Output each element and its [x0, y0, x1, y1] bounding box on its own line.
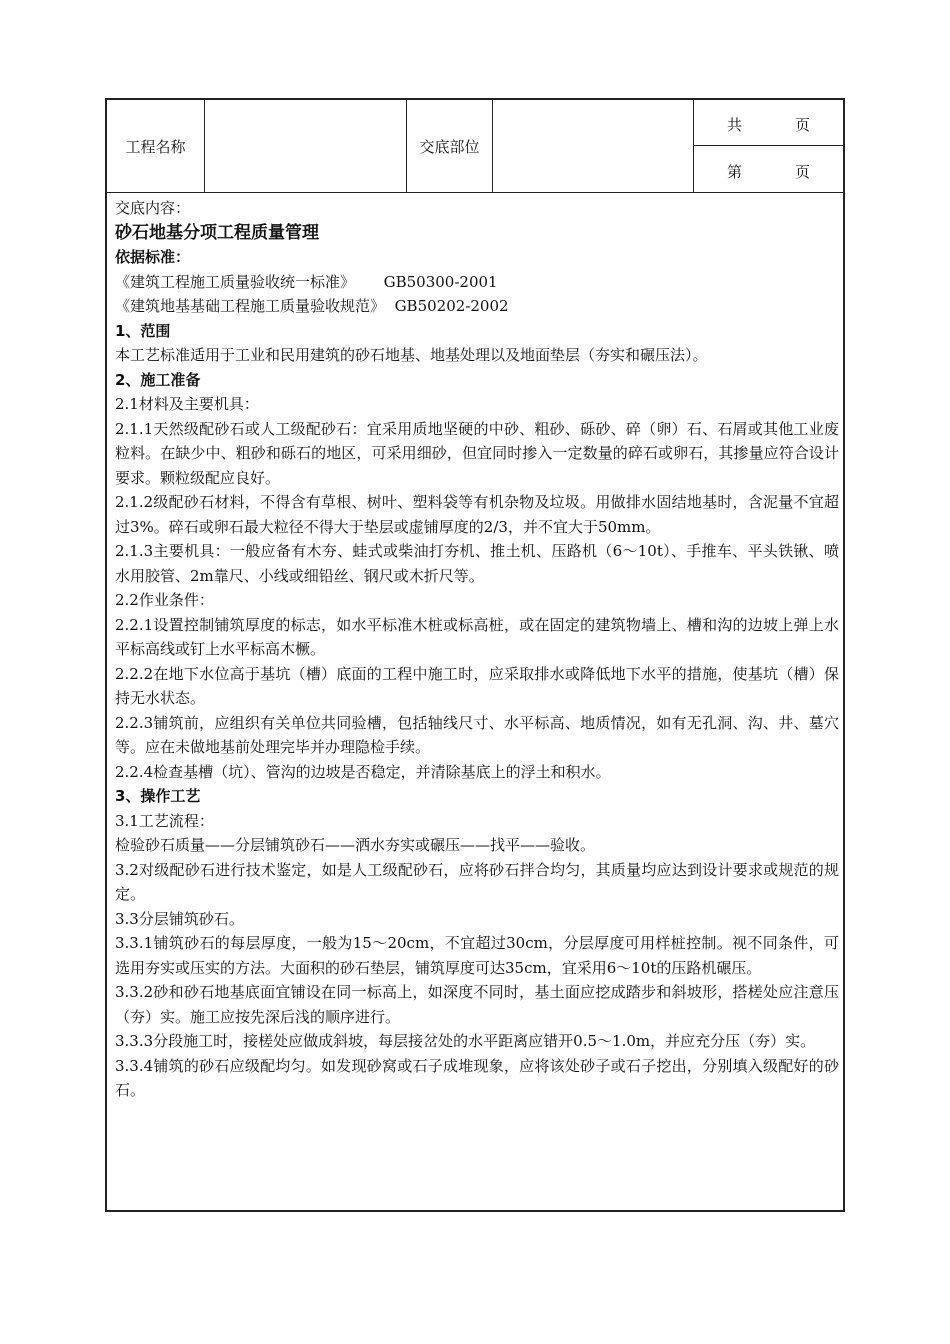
standard-reference: [115, 270, 839, 295]
paragraph: 2.1.1天然级配砂石或人工级配砂石：宜采用质地坚硬的中砂、粗砂、砾砂、碎（卵）石、石屑或其他工业废粒料。在缺少中、粗砂和砾石的地区，可采用细砂，但宜同时掺入一定数量的碎石或卵石，其掺量应符合设计要求。颗粒级配应良好。: [115, 419, 839, 487]
location-label: 交底部位: [419, 137, 480, 156]
total-label: 共: [727, 116, 743, 134]
location-value[interactable]: [494, 100, 693, 192]
standard-code: GB50202-2002: [394, 297, 509, 315]
page-row-divider: [693, 145, 843, 146]
paragraph: 3.3分层铺筑砂石。: [115, 909, 244, 928]
paragraph: 2.2作业条件：: [115, 591, 214, 609]
paragraph: 3.1工艺流程：: [115, 811, 214, 830]
page-unit: 页: [795, 163, 811, 181]
standard-name: 《建筑工程施工质量验收统一标准》: [115, 272, 356, 291]
form-header: [107, 100, 843, 193]
paragraph: 3.3.1铺筑砂石的每层厚度，一般为15～20cm，不宜超过30cm，分层厚度可用样桩控制。视不同条件，可选用夯实或压实的方法。大面积的砂石垫层，铺筑厚度可达35cm，宜采用6～10t的压路机碾压。: [115, 934, 839, 977]
disclosure-content: [115, 196, 839, 1103]
paragraph: 本工艺标准适用于工业和民用建筑的砂石地基、地基处理以及地面垫层（夯实和碾压法）。: [115, 346, 708, 364]
paragraph: 2.2.3铺筑前，应组织有关单位共同验槽，包括轴线尺寸、水平标高、地质情况，如有无孔洞、沟、井、墓穴等。应在未做地基前处理完毕并办理隐检手续。: [115, 713, 839, 756]
basis-heading: 依据标准：: [115, 248, 191, 266]
section-heading-scope: 1、范围: [115, 321, 171, 340]
paragraph: 2.1.2级配砂石材料，不得含有草根、树叶、塑料袋等有机杂物及垃圾。用做排水固结地基时，含泥量不宜超过3%。碎石或卵石最大粒径不得大于垫层或虚铺厚度的2/3，并不宜大于50mm。: [115, 493, 839, 536]
document-title: 砂石地基分项工程质量管理: [115, 222, 319, 243]
paragraph: 2.1.3主要机具：一般应备有木夯、蛙式或柴油打夯机、推土机、压路机（6～10t）、手推车、平头铁锹、喷水用胶管、2m靠尺、小线或细铅丝、钢尺或木折尺等。: [115, 542, 839, 585]
paragraph: 3.3.3分段施工时，接槎处应做成斜坡，每层接岔处的水平距离应错开0.5～1.0m，并应充分压（夯）实。: [115, 1032, 816, 1050]
header-divider: [204, 100, 205, 192]
total-unit: 页: [795, 116, 811, 134]
section-heading-operation: 3、操作工艺: [115, 787, 201, 805]
paragraph: 2.1材料及主要机具：: [115, 395, 259, 413]
section-heading-preparation: 2、施工准备: [115, 370, 201, 389]
intro-label: 交底内容：: [115, 199, 191, 217]
paragraph: 3.2对级配砂石进行技术鉴定，如是人工级配砂石，应将砂石拌合均匀，其质量均应达到设计要求或规范的规定。: [115, 860, 839, 903]
paragraph: 2.2.2在地下水位高于基坑（槽）底面的工程中施工时，应采取排水或降低地下水平的措施，使基坑（槽）保持无水状态。: [115, 664, 839, 707]
total-pages-cell: [693, 100, 843, 145]
project-name-label: 工程名称: [125, 137, 186, 156]
standard-name: 《建筑地基基础工程施工质量验收规范》: [115, 297, 386, 315]
standard-reference: [115, 294, 839, 319]
page-number-cell: [693, 147, 843, 192]
paragraph: 2.2.1设置控制铺筑厚度的标志，如水平标准木桩或标高桩，或在固定的建筑物墙上、槽和沟的边坡上弹上水平标高线或钉上水平标高木橛。: [115, 615, 839, 658]
paragraph: 检验砂石质量——分层铺筑砂石——洒水夯实或碾压——找平——验收。: [115, 836, 596, 854]
paragraph: 2.2.4检查基槽（坑）、管沟的边坡是否稳定，并清除基底上的浮土和积水。: [115, 762, 611, 781]
standard-code: GB50300-2001: [383, 272, 498, 291]
page-label: 第: [727, 163, 743, 181]
paragraph: 3.3.4铺筑的砂石应级配均匀。如发现砂窝或石子成堆现象，应将该处砂子或石子挖出，分别填入级配好的砂石。: [115, 1056, 839, 1099]
paragraph: 3.3.2砂和砂石地基底面宜铺设在同一标高上，如深度不同时，基土面应挖成踏步和斜坡形，搭槎处应注意压（夯）实。施工应按先深后浅的顺序进行。: [115, 983, 839, 1026]
header-divider: [492, 100, 493, 192]
disclosure-form: [105, 98, 845, 1212]
project-name-value[interactable]: [206, 100, 406, 192]
